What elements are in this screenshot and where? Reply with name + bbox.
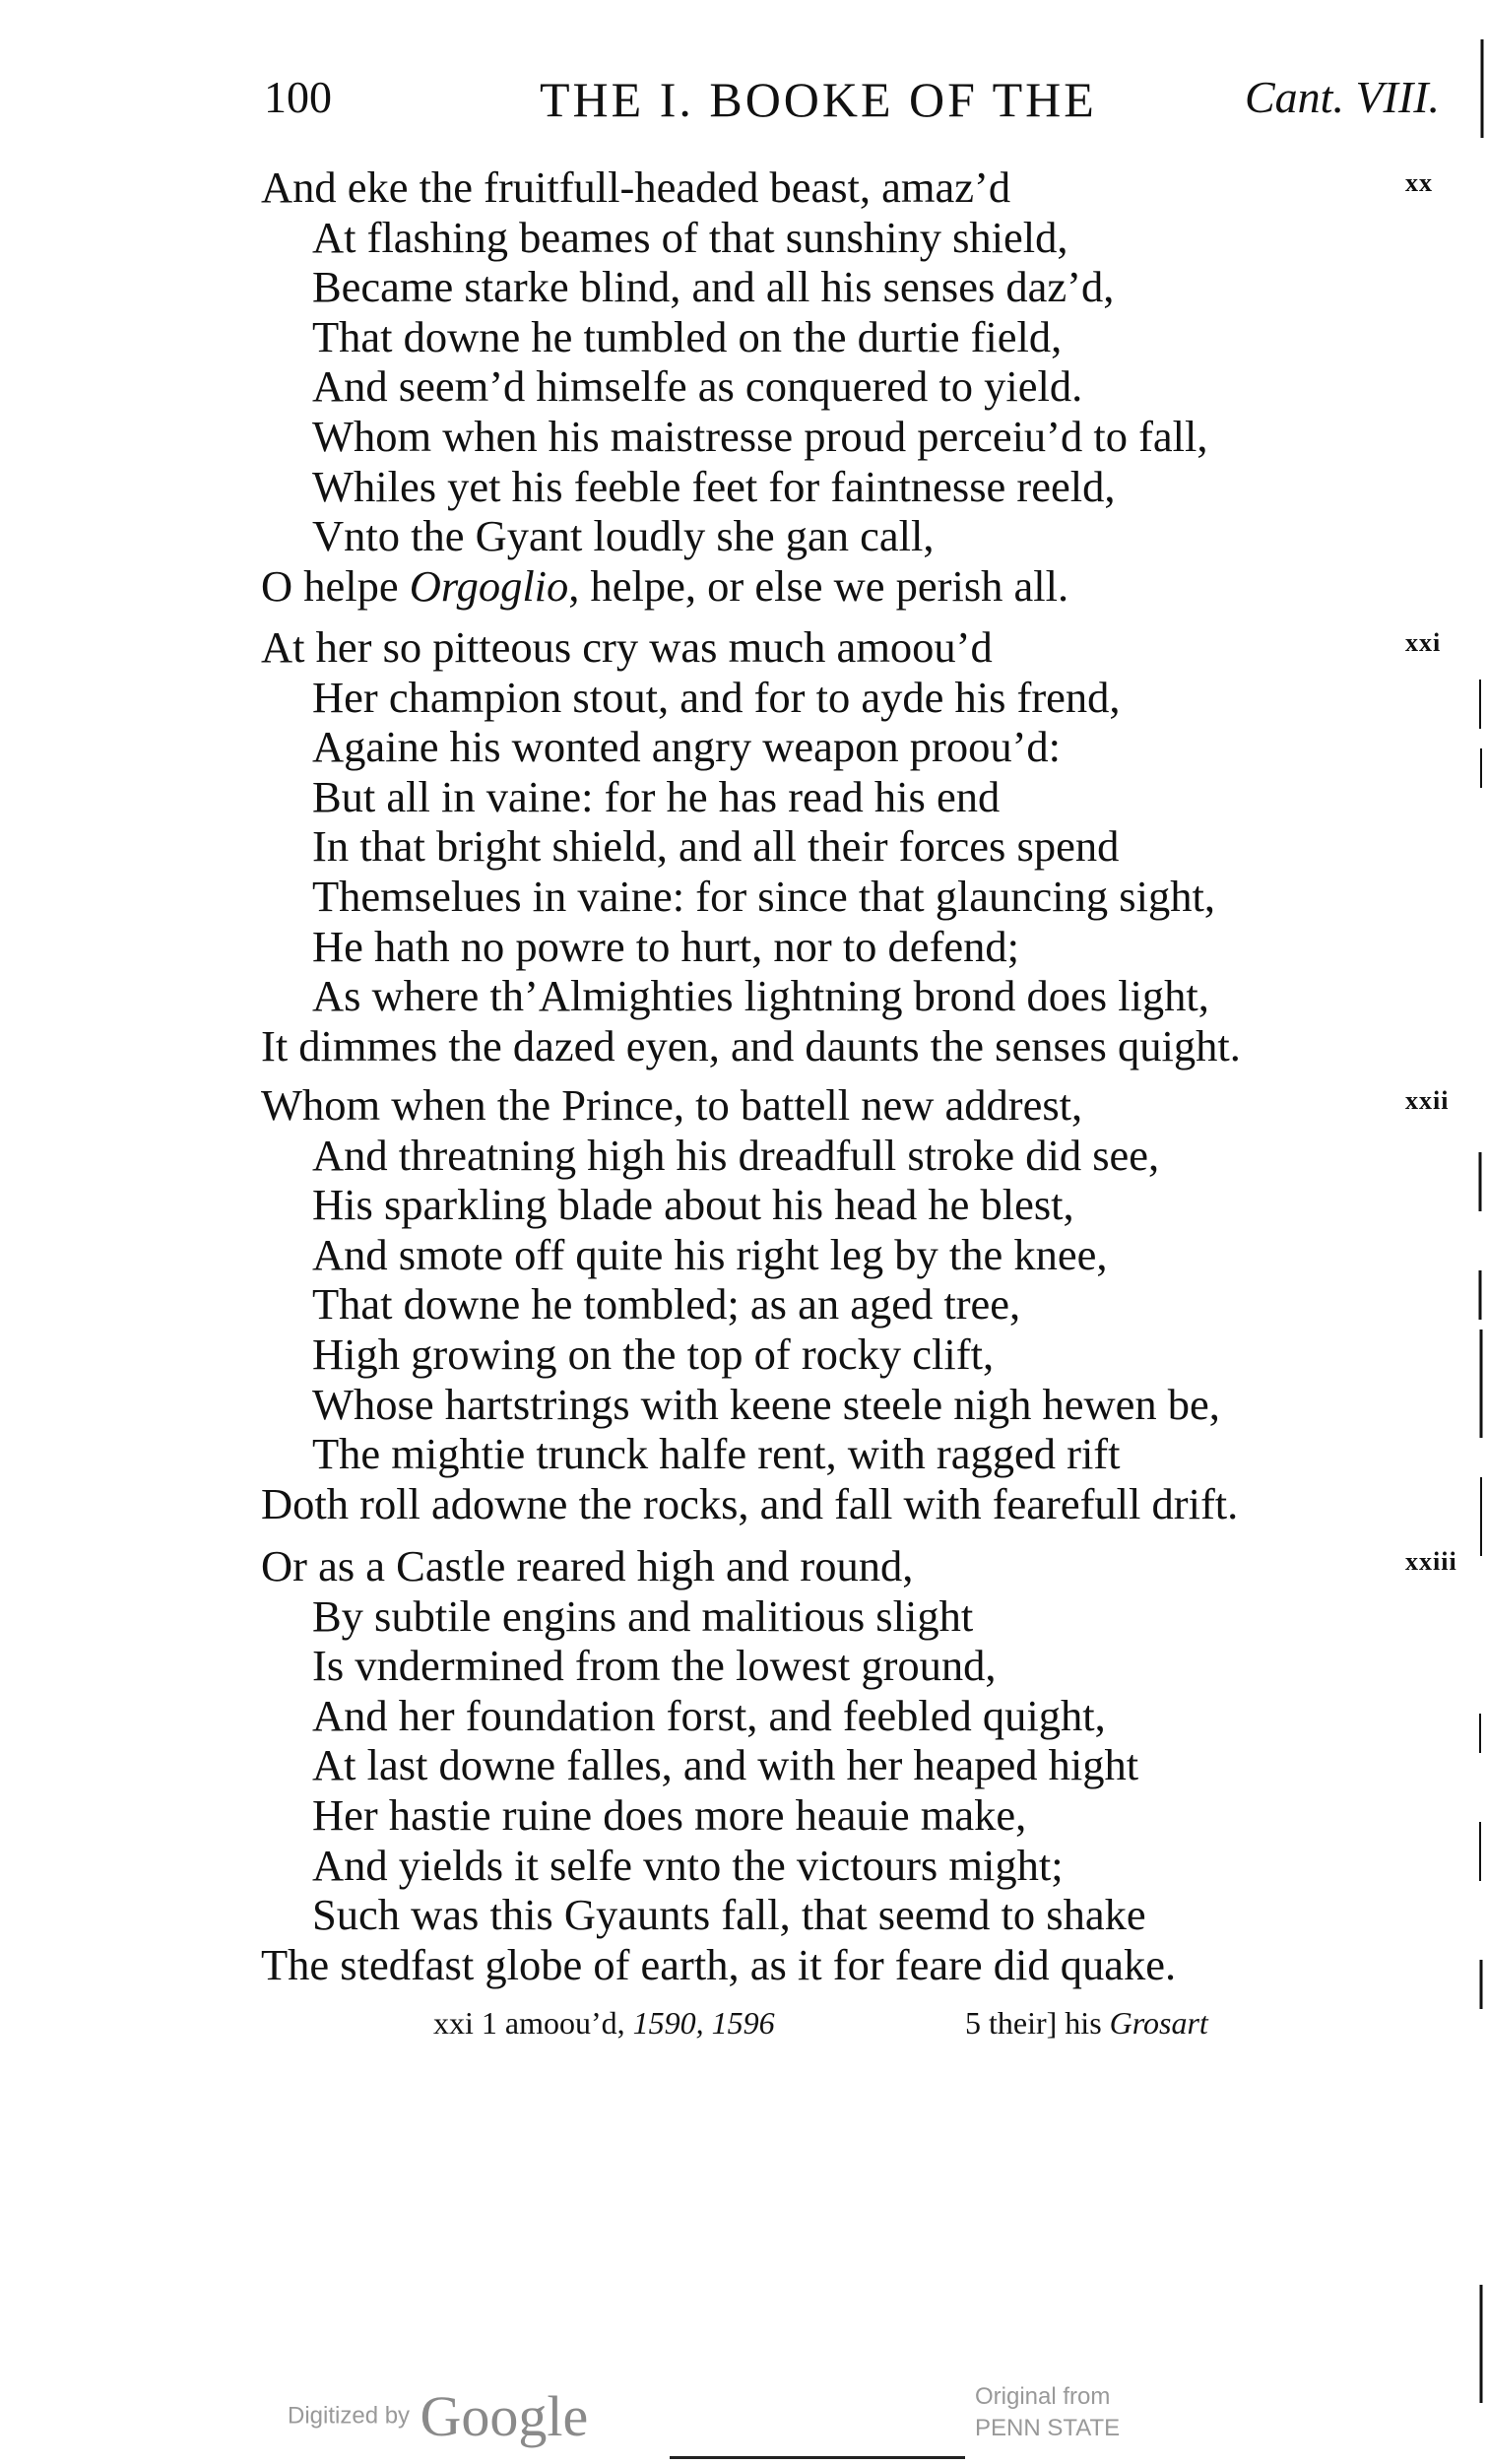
verse-line: And threatning high his dreadfull stroke did see, (312, 1130, 1160, 1180)
verse-line: Her champion stout, and for to ayde his frend, (312, 672, 1121, 722)
footnote-variant-a (433, 2005, 775, 2042)
stanza-number: xxii (1405, 1086, 1450, 1115)
verse-line: The mightie trunck halfe rent, with ragged rift (312, 1429, 1121, 1479)
footnote-editor: Grosart (1109, 2005, 1208, 2041)
original-label: Original from (975, 2383, 1111, 2410)
stanza-xxii (261, 1080, 1450, 1528)
verse-text: O helpe (261, 560, 410, 611)
verse-line: Vnto the Gyant loudly she gan call, (312, 511, 935, 561)
stanza-number: xxiii (1405, 1547, 1457, 1576)
verse-line: At last downe falles, and with her heaped hight (312, 1740, 1139, 1790)
verse-line: At her so pitteous cry was much amoou’d (261, 622, 993, 672)
verse-line: Or as a Castle reared high and round, (261, 1541, 914, 1590)
stanza-number: xxi (1405, 628, 1442, 657)
verse-line: By subtile engins and malitious slight (312, 1590, 974, 1641)
footnote-text: 5 their] his (965, 2005, 1110, 2041)
italic-name: Orgoglio (409, 560, 569, 611)
verse-line: And eke the fruitfull-headed beast, amaz’d (261, 162, 1011, 212)
verse-line: And smote off quite his right leg by the knee, (312, 1229, 1108, 1279)
verse-line: And her foundation forst, and feebled quight, (312, 1690, 1106, 1740)
verse-line: That downe he tumbled on the durtie field, (312, 311, 1063, 361)
footnote-years: 1590, 1596 (632, 2005, 775, 2041)
stanza-xx (261, 162, 1433, 611)
google-logo: Google (420, 2384, 589, 2448)
page-header (264, 71, 1446, 130)
verse-line: Such was this Gyaunts fall, that seemd to shake (312, 1890, 1146, 1940)
stanza-xxiii (261, 1541, 1457, 1989)
verse-line: And seem’d himselfe as conquered to yield. (312, 361, 1083, 412)
verse-line: Whom when his maistresse proud perceiu’d to fall, (312, 411, 1208, 461)
verse-line: Is vndermined from the lowest ground, (312, 1641, 997, 1691)
digitized-by-watermark (288, 2383, 588, 2449)
verse-line: Themselues in vaine: for since that glauncing sight, (312, 871, 1215, 921)
canto-label: Cant. VIII. (1245, 72, 1441, 122)
verse-line: In that bright shield, and all their forces spend (312, 821, 1120, 872)
verse-line: Againe his wonted angry weapon proou’d: (312, 722, 1062, 772)
verse-line: His sparkling blade about his head he blest, (312, 1180, 1074, 1230)
verse-text: , helpe, or else we perish all. (568, 560, 1069, 611)
verse-line: Her hastie ruine does more heauie make, (312, 1789, 1027, 1840)
footnote-variant-b (965, 2005, 1208, 2042)
verse-line: And yields it selfe vnto the victours might; (312, 1840, 1064, 1890)
digitized-label: Digitized by (288, 2402, 411, 2430)
verse-line: At flashing beames of that sunshiny shield, (312, 212, 1068, 262)
verse-line: That downe he tombled; as an aged tree, (312, 1279, 1021, 1329)
running-title: THE I. BOOKE OF THE (540, 72, 1097, 127)
verse-line: The stedfast globe of earth, as it for feare did quake. (261, 1939, 1177, 1989)
footnote-text: xxi 1 amoou’d, (433, 2005, 633, 2041)
verse-line: He hath no powre to hurt, nor to defend; (312, 921, 1019, 971)
verse-line: As where th’Almighties lightning brond does light, (312, 971, 1209, 1021)
stanza-number: xx (1405, 168, 1433, 197)
verse-line: Whom when the Prince, to battell new addrest, (261, 1080, 1083, 1130)
verse-line: Whiles yet his feeble feet for faintnesse reeld, (312, 461, 1116, 511)
verse-line (261, 561, 1393, 612)
stanza-xxi (261, 622, 1442, 1070)
page-number: 100 (264, 72, 332, 122)
page-bottom-rule (670, 2456, 965, 2459)
verse-line: Whose hartstrings with keene steele nigh hewen be, (312, 1379, 1220, 1429)
verse-line: But all in vaine: for he has read his end (312, 771, 1001, 821)
verse-line: Doth roll adowne the rocks, and fall with fearefull drift. (261, 1478, 1239, 1528)
verse-line: High growing on the top of rocky clift, (312, 1329, 995, 1379)
verse-line: Became starke blind, and all his senses daz’d, (312, 262, 1115, 312)
original-from-watermark (975, 2381, 1120, 2444)
library-name: PENN STATE (975, 2415, 1121, 2441)
page-edge-marks (1468, 0, 1488, 2464)
verse-line: It dimmes the dazed eyen, and daunts the senses quight. (261, 1020, 1241, 1070)
